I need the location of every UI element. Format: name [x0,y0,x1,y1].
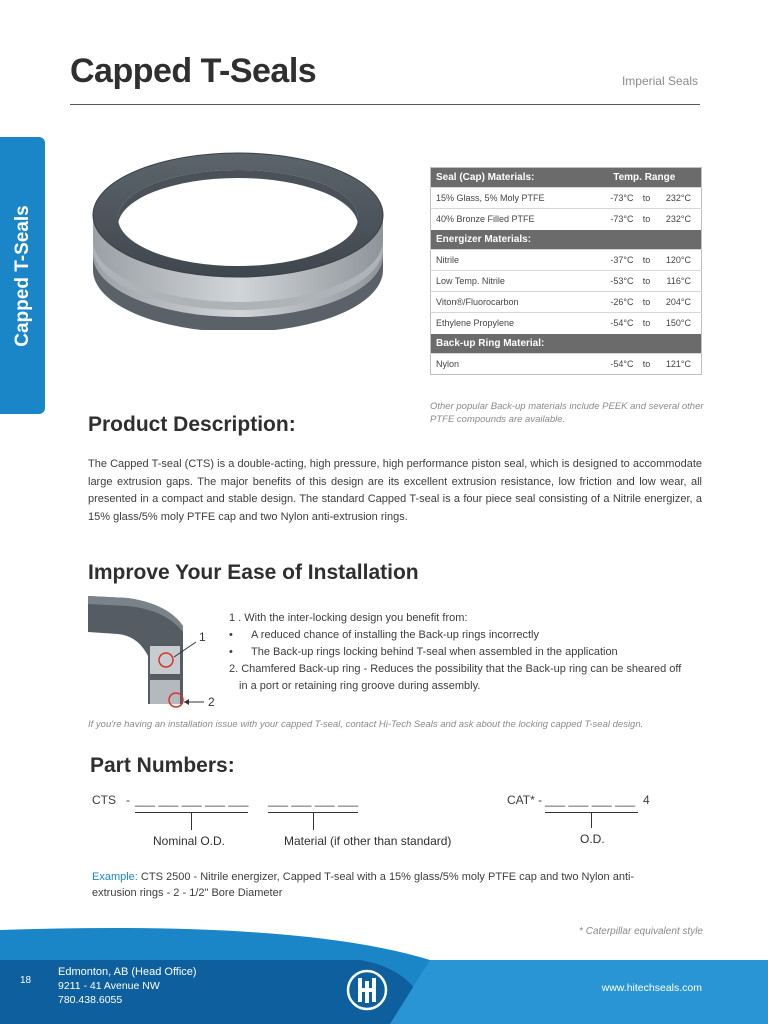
table-note: Other popular Back-up materials include PEEK and several other PTFE compounds are available. [430,401,704,425]
cat-blanks: ___ ___ ___ ___ [545,793,636,807]
temp-min: -54°C [588,354,636,375]
material-name: Low Temp. Nitrile [431,271,588,292]
list-item: 1 . With the inter-locking design you benefit from: [229,612,468,624]
material-name: 40% Bronze Filled PTFE [431,209,588,230]
temp-max: 204°C [658,292,702,313]
footer-phone: 780.438.6055 [58,994,123,1006]
installation-list [229,610,709,695]
temp-min: -54°C [588,313,636,334]
table-row [431,250,702,271]
temp-min: -26°C [588,292,636,313]
side-tab-label: Capped T-Seals [11,204,33,347]
side-tab [0,137,45,414]
table-row [431,188,702,209]
brand-label: Imperial Seals [621,74,698,88]
energizer-materials-header: Energizer Materials: [436,233,532,245]
callout-1: 1 [199,630,206,644]
footer-street: 9211 - 41 Avenue NW [58,980,160,992]
material-name: 15% Glass, 5% Moly PTFE [431,188,588,209]
material-name: Ethylene Propylene [431,313,588,334]
temp-to: to [636,313,658,334]
temp-max: 232°C [658,188,702,209]
list-item: 2. Chamfered Back-up ring - Reduces the possibility that the Back-up ring can be sheared off [229,663,682,675]
temp-to: to [636,271,658,292]
temp-to: to [636,292,658,313]
page-title: Capped T-Seals [70,52,317,90]
od-bracket-tick [191,812,192,830]
example-body: CTS 2500 - Nitrile energizer, Capped T-seal with a 15% glass/5% moly PTFE cap and two Nylon anti-extrusion rings - 2 - 1/2" Bore Diameter [92,871,635,899]
cat-od-bracket-tick [591,812,592,828]
temp-max: 116°C [658,271,702,292]
seal-cross-section-image [88,596,228,712]
nominal-od-label: Nominal O.D. [153,834,226,848]
cts-blanks-od: ___ ___ ___ ___ ___ [135,793,249,807]
website-link[interactable]: www.hitechseals.com [601,982,702,994]
table-section-header [431,230,702,250]
hitech-logo-icon [346,969,388,1011]
temp-range-header: Temp. Range [613,172,676,183]
seal-product-image [88,150,388,330]
table-row [431,354,702,375]
caterpillar-note: * Caterpillar equivalent style [579,926,703,937]
table-row [431,313,702,334]
cat-suffix: 4 [643,793,650,807]
temp-min: -73°C [588,188,636,209]
temp-max: 121°C [658,354,702,375]
backup-material-header: Back-up Ring Material: [436,337,545,349]
temp-min: -53°C [588,271,636,292]
cts-dash: - [126,793,130,807]
cts-blanks-material: ___ ___ ___ ___ [268,793,359,807]
material-label: Material (if other than standard) [284,834,452,848]
callout-2: 2 [208,695,215,709]
materials-table [430,167,702,375]
temp-to: to [636,188,658,209]
title-divider [70,104,700,105]
product-description-body: The Capped T-seal (CTS) is a double-acting, high pressure, high performance piston seal, which is designed to accommodate large extrusion gaps. The major benefits of this design are its excellent extrusion resistance, low friction and low wear, all presented in a compact and stable design. The standard Capped T-seal is a four piece seal consisting of a Nitrile energizer, a 15% glass/5% moly PTFE cap and two Nylon anti-extrusion rings. [88,458,702,523]
temp-max: 150°C [658,313,702,334]
temp-to: to [636,354,658,375]
footer-address [58,965,197,1007]
installation-note: If you're having an installation issue with your capped T-seal, contact Hi-Tech Seals and ask about the locking capped T-seal design. [88,719,644,730]
part-numbers-heading: Part Numbers: [90,754,235,777]
cat-prefix: CAT* - [507,793,543,807]
cts-prefix: CTS [92,793,116,807]
page-number: 18 [20,975,32,986]
example-label: Example: [92,871,138,883]
table-row [431,271,702,292]
material-name: Nitrile [431,250,588,271]
list-item: in a port or retaining ring groove during assembly. [239,680,481,692]
temp-min: -73°C [588,209,636,230]
temp-to: to [636,209,658,230]
installation-heading: Improve Your Ease of Installation [88,561,419,584]
list-item: • The Back-up rings locking behind T-seal when assembled in the application [229,644,709,661]
table-row [431,209,702,230]
seal-materials-header: Seal (Cap) Materials: [436,172,535,183]
temp-min: -37°C [588,250,636,271]
temp-max: 120°C [658,250,702,271]
table-section-header [431,168,702,188]
footer-city: Edmonton, AB (Head Office) [58,966,197,978]
table-section-header [431,334,702,354]
temp-max: 232°C [658,209,702,230]
product-description-heading: Product Description: [88,413,296,436]
cat-od-label: O.D. [580,832,605,846]
material-name: Viton®/Fluorocarbon [431,292,588,313]
table-row [431,292,702,313]
temp-to: to [636,250,658,271]
list-item: • A reduced chance of installing the Back-up rings incorrectly [229,627,709,644]
example-text [92,869,672,901]
material-name: Nylon [431,354,588,375]
material-bracket-tick [313,812,314,830]
